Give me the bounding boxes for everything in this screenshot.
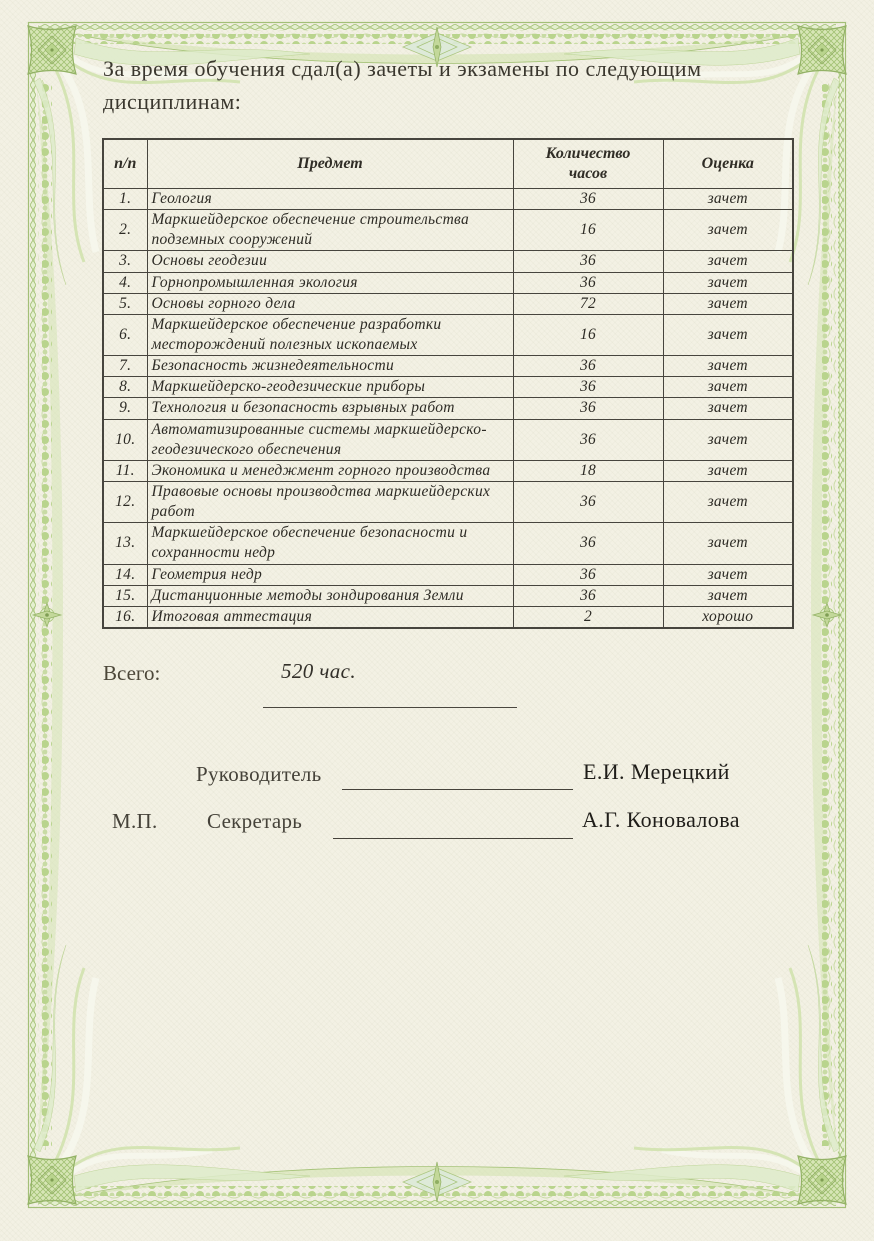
row-subject: Геология	[147, 189, 513, 210]
row-number: 4.	[103, 272, 147, 293]
table-body	[103, 189, 793, 628]
table-row	[103, 460, 793, 481]
row-grade: зачет	[663, 293, 793, 314]
row-hours: 36	[513, 419, 663, 460]
row-grade: зачет	[663, 460, 793, 481]
row-number: 14.	[103, 564, 147, 585]
table-row	[103, 210, 793, 251]
row-hours: 36	[513, 251, 663, 272]
head-signature-name: Е.И. Мерецкий	[583, 759, 730, 784]
row-hours: 36	[513, 585, 663, 606]
table-row	[103, 585, 793, 606]
row-hours: 16	[513, 210, 663, 251]
table-row	[103, 189, 793, 210]
row-grade: зачет	[663, 251, 793, 272]
col-header-grade: Оценка	[663, 139, 793, 189]
row-grade: зачет	[663, 356, 793, 377]
table-row	[103, 314, 793, 355]
row-number: 2.	[103, 210, 147, 251]
row-hours: 72	[513, 293, 663, 314]
total-label: Всего:	[103, 661, 161, 685]
table-header-row	[103, 139, 793, 189]
row-hours: 36	[513, 356, 663, 377]
row-grade: зачет	[663, 272, 793, 293]
row-grade: зачет	[663, 210, 793, 251]
row-subject: Дистанционные методы зондирования Земли	[147, 585, 513, 606]
stamp-placeholder: М.П.	[112, 809, 158, 833]
row-hours: 36	[513, 481, 663, 522]
row-number: 10.	[103, 419, 147, 460]
row-number: 6.	[103, 314, 147, 355]
table-row	[103, 419, 793, 460]
row-subject: Основы геодезии	[147, 251, 513, 272]
head-signature-label: Руководитель	[196, 762, 322, 786]
row-grade: зачет	[663, 481, 793, 522]
row-grade: зачет	[663, 564, 793, 585]
row-hours: 2	[513, 606, 663, 628]
table-row	[103, 272, 793, 293]
secretary-signature-label: Секретарь	[207, 809, 303, 833]
row-hours: 16	[513, 314, 663, 355]
row-number: 9.	[103, 398, 147, 419]
row-hours: 18	[513, 460, 663, 481]
col-header-hours: Количество часов	[513, 139, 663, 189]
row-number: 1.	[103, 189, 147, 210]
subjects-table	[102, 138, 794, 629]
row-subject: Итоговая аттестация	[147, 606, 513, 628]
row-hours: 36	[513, 272, 663, 293]
row-hours: 36	[513, 377, 663, 398]
table-row	[103, 377, 793, 398]
col-header-subject: Предмет	[147, 139, 513, 189]
row-subject: Маркшейдерское обеспечение строительства подземных сооружений	[147, 210, 513, 251]
row-grade: зачет	[663, 523, 793, 564]
row-number: 15.	[103, 585, 147, 606]
col-header-num: п/п	[103, 139, 147, 189]
row-number: 11.	[103, 460, 147, 481]
row-number: 16.	[103, 606, 147, 628]
row-subject: Основы горного дела	[147, 293, 513, 314]
row-hours: 36	[513, 189, 663, 210]
row-subject: Маркшейдерское обеспечение разработки месторождений полезных ископаемых	[147, 314, 513, 355]
row-grade: зачет	[663, 314, 793, 355]
row-subject: Геометрия недр	[147, 564, 513, 585]
table-row	[103, 481, 793, 522]
row-subject: Автоматизированные системы маркшейдерско-геодезического обеспечения	[147, 419, 513, 460]
secretary-signature-line	[333, 838, 573, 839]
intro-text: За время обучения сдал(а) зачеты и экзамены по следующим дисциплинам:	[103, 56, 702, 114]
row-grade: хорошо	[663, 606, 793, 628]
row-grade: зачет	[663, 377, 793, 398]
total-underline	[263, 707, 517, 708]
row-subject: Маркшейдерское обеспечение безопасности и сохранности недр	[147, 523, 513, 564]
row-subject: Безопасность жизнедеятельности	[147, 356, 513, 377]
secretary-signature-name: А.Г. Коновалова	[582, 807, 740, 832]
row-number: 3.	[103, 251, 147, 272]
row-hours: 36	[513, 398, 663, 419]
row-subject: Экономика и менеджмент горного производства	[147, 460, 513, 481]
row-grade: зачет	[663, 398, 793, 419]
row-number: 5.	[103, 293, 147, 314]
table-row	[103, 251, 793, 272]
table-row	[103, 398, 793, 419]
row-grade: зачет	[663, 189, 793, 210]
row-grade: зачет	[663, 419, 793, 460]
row-number: 8.	[103, 377, 147, 398]
table-row	[103, 523, 793, 564]
row-subject: Горнопромышленная экология	[147, 272, 513, 293]
row-number: 7.	[103, 356, 147, 377]
row-number: 12.	[103, 481, 147, 522]
table-row	[103, 564, 793, 585]
table-row	[103, 606, 793, 628]
head-signature-line	[342, 789, 573, 790]
row-grade: зачет	[663, 585, 793, 606]
table-row	[103, 356, 793, 377]
row-number: 13.	[103, 523, 147, 564]
total-value: 520 час.	[281, 659, 357, 683]
row-subject: Маркшейдерско-геодезические приборы	[147, 377, 513, 398]
row-subject: Технология и безопасность взрывных работ	[147, 398, 513, 419]
row-hours: 36	[513, 564, 663, 585]
table-row	[103, 293, 793, 314]
row-hours: 36	[513, 523, 663, 564]
row-subject: Правовые основы производства маркшейдерских работ	[147, 481, 513, 522]
